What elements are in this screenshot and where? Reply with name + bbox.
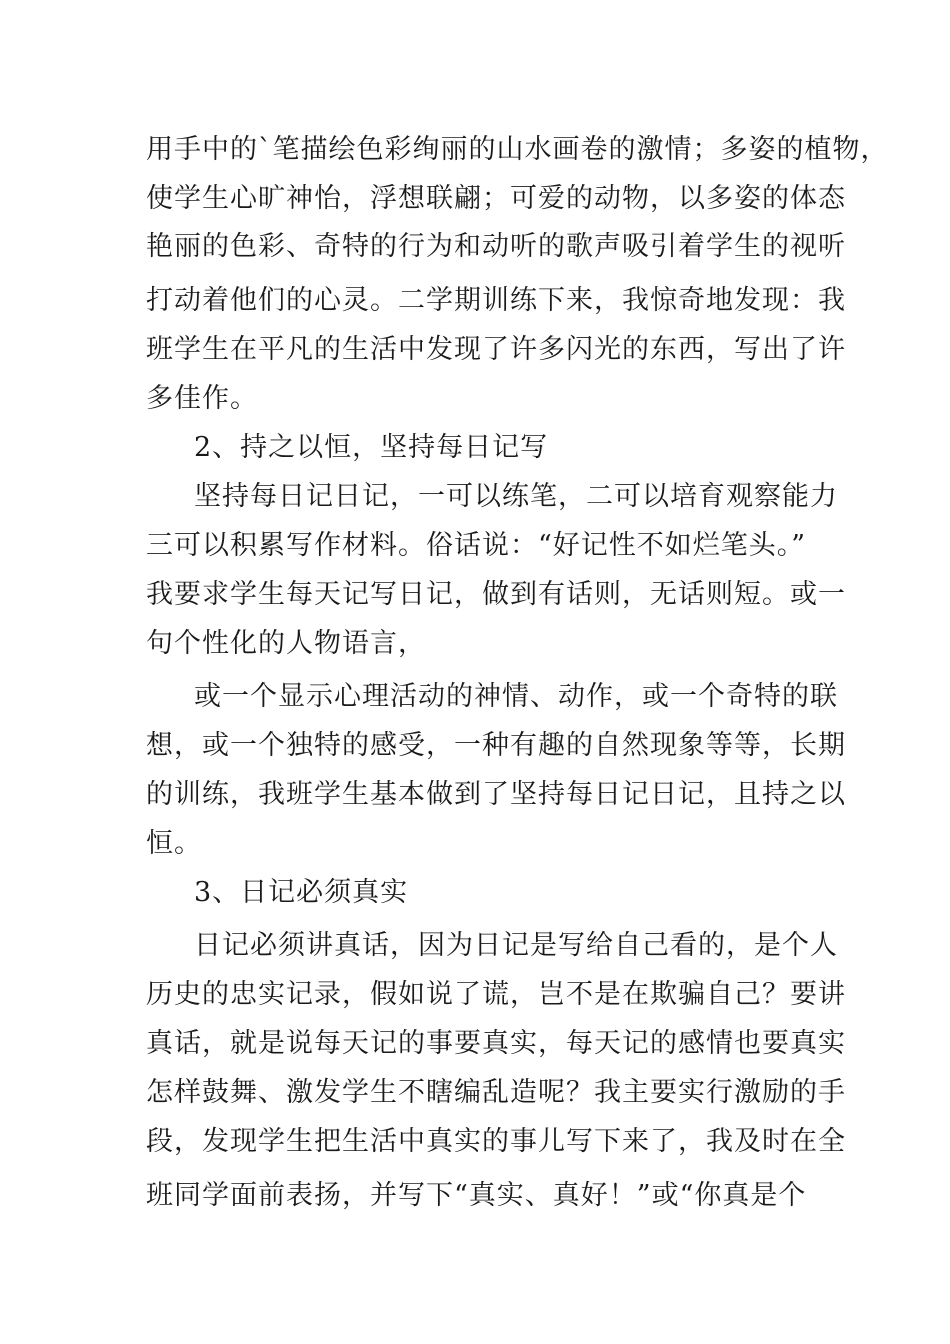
text-line: 我要求学生每天记写日记，做到有话则，无话则短。或一 [146, 579, 846, 610]
text-line: 怎样鼓舞、激发学生不瞎编乱造呢？我主要实行激励的手 [146, 1077, 846, 1108]
text-line: 恒。 [146, 828, 202, 859]
paragraph-start: 或一个显示心理活动的神情、动作，或一个奇特的联 [194, 681, 838, 712]
section-heading: 2、持之以恒，坚持每日记写 [194, 432, 549, 463]
paragraph-start: 日记必须讲真话，因为日记是写给自己看的，是个人 [194, 930, 838, 961]
text-line: 真话，就是说每天记的事要真实，每天记的感情也要真实 [146, 1028, 846, 1059]
text-line: 多佳作。 [146, 383, 258, 414]
text-line: 想，或一个独特的感受，一种有趣的自然现象等等，长期 [146, 730, 846, 761]
text-line: 班学生在平凡的生活中发现了许多闪光的东西，写出了许 [146, 334, 846, 365]
text-line: 段，发现学生把生活中真实的事儿写下来了，我及时在全 [146, 1126, 846, 1157]
text-line: 用手中的`笔描绘色彩绚丽的山水画卷的激情；多姿的植物， [146, 134, 889, 165]
text-line: 使学生心旷神怡，浮想联翩；可爱的动物，以多姿的体态 [146, 183, 846, 214]
section-heading: 3、日记必须真实 [194, 877, 409, 908]
text-line: 打动着他们的心灵。二学期训练下来，我惊奇地发现：我 [146, 285, 846, 316]
paragraph-start: 坚持每日记日记，一可以练笔，二可以培育观察能力 [194, 481, 838, 512]
text-line: 历史的忠实记录，假如说了谎，岂不是在欺骗自己？要讲 [146, 979, 846, 1010]
text-line: 句个性化的人物语言， [146, 628, 426, 659]
text-line: 班同学面前表扬，并写下“真实、真好！”或“你真是个 [146, 1180, 807, 1211]
text-line: 三可以积累写作材料。俗话说：“好记性不如烂笔头。” [146, 530, 807, 561]
text-line: 的训练，我班学生基本做到了坚持每日记日记，且持之以 [146, 779, 846, 810]
text-line: 艳丽的色彩、奇特的行为和动听的歌声吸引着学生的视听 [146, 231, 846, 262]
